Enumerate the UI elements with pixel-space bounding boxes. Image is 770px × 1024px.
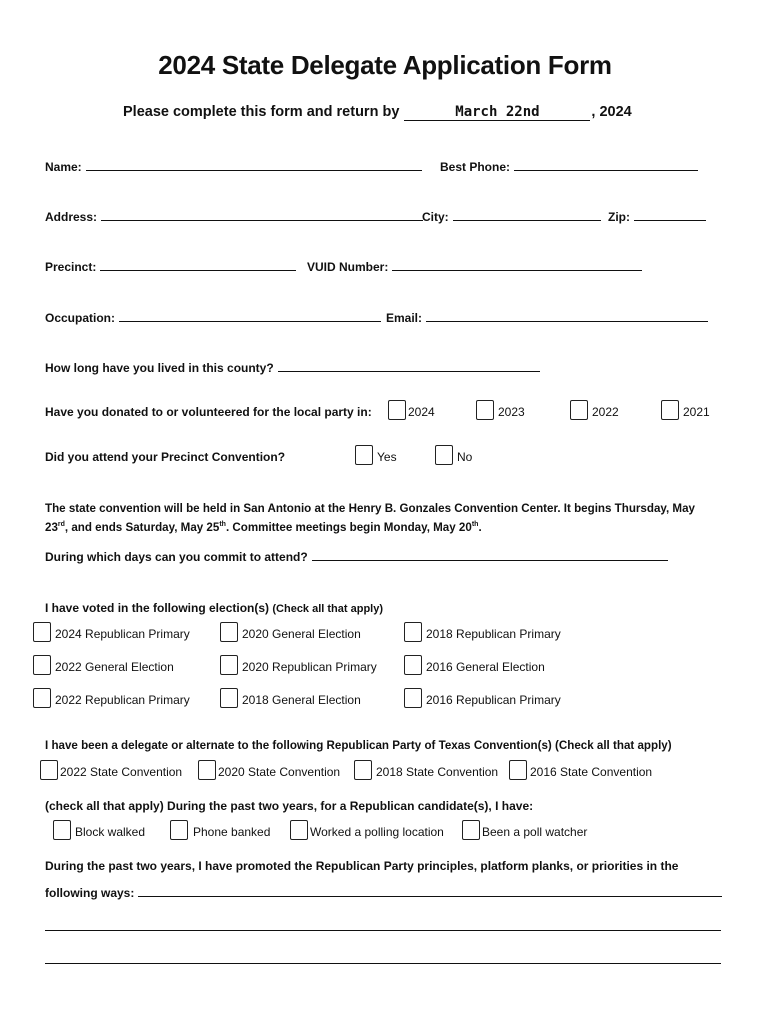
promoted-row (45, 885, 722, 900)
best-phone-field[interactable] (514, 159, 698, 171)
precinct-convention-yes-label: Yes (377, 450, 397, 464)
city-label: City: (422, 210, 449, 224)
zip-row (608, 209, 706, 224)
city-field[interactable] (453, 209, 601, 221)
county-years-label: How long have you lived in this county? (45, 361, 274, 375)
delegate-option-label: 2022 State Convention (60, 765, 183, 779)
occupation-row (45, 310, 381, 325)
phone-banked-checkbox[interactable] (170, 820, 188, 840)
convention-info-line1: The state convention will be held in San Antonio at the Henry B. Gonzales Convention Center. It begins Thursday, May (45, 502, 695, 515)
zip-label: Zip: (608, 210, 630, 224)
voted-option-label: 2024 Republican Primary (55, 627, 190, 641)
county-years-field[interactable] (278, 360, 540, 372)
delegate-2018-checkbox[interactable] (354, 760, 372, 780)
attend-days-label: During which days can you commit to attend? (45, 550, 308, 564)
return-date-field[interactable]: March 22nd (404, 105, 590, 121)
zip-field[interactable] (634, 209, 706, 221)
voted-option-label: 2022 Republican Primary (55, 693, 190, 707)
delegate-2016-checkbox[interactable] (509, 760, 527, 780)
block-walked-checkbox[interactable] (53, 820, 71, 840)
occupation-label: Occupation: (45, 311, 116, 325)
precinct-convention-no-label: No (457, 450, 473, 464)
voted-option-label: 2020 General Election (242, 627, 361, 641)
candidate-option-label: Block walked (75, 825, 146, 839)
precinct-row (45, 259, 296, 274)
donated-2024-label: 2024 (408, 405, 435, 419)
vuid-row (307, 259, 642, 274)
occupation-field[interactable] (119, 310, 381, 322)
delegate-option-label: 2016 State Convention (530, 765, 653, 779)
voted-heading: I have voted in the following election(s) (45, 601, 270, 615)
precinct-label: Precinct: (45, 260, 97, 274)
address-field[interactable] (101, 209, 423, 221)
candidate-option-label: Worked a polling location (310, 825, 444, 839)
delegate-2020-checkbox[interactable] (198, 760, 216, 780)
voted-heading-row (45, 601, 383, 615)
voted-2016-general-election-checkbox[interactable] (404, 655, 422, 675)
donated-2023-checkbox[interactable] (476, 400, 494, 420)
precinct-convention-question: Did you attend your Precinct Convention? (45, 450, 286, 464)
promoted-field-3[interactable] (45, 951, 721, 964)
donated-2022-checkbox[interactable] (570, 400, 588, 420)
voted-option-label: 2020 Republican Primary (242, 660, 377, 674)
email-row (386, 310, 708, 325)
city-row (422, 209, 601, 224)
donated-2021-checkbox[interactable] (661, 400, 679, 420)
email-label: Email: (386, 311, 423, 325)
voted-2018-general-election-checkbox[interactable] (220, 688, 238, 708)
voted-option-label: 2016 General Election (426, 660, 545, 674)
delegate-option-label: 2018 State Convention (376, 765, 499, 779)
form-subtitle (123, 104, 632, 121)
candidate-heading: (check all that apply) During the past two years, for a Republican candidate(s), I have: (45, 799, 534, 813)
voted-2022-general-election-checkbox[interactable] (33, 655, 51, 675)
page-title: 2024 State Delegate Application Form (158, 50, 612, 80)
candidate-option-label: Been a poll watcher (482, 825, 588, 839)
voted-2018-republican-primary-checkbox[interactable] (404, 622, 422, 642)
promoted-line1: During the past two years, I have promoted the Republican Party principles, platform planks, or priorities in the (45, 859, 679, 873)
address-label: Address: (45, 210, 98, 224)
attend-days-row (45, 549, 668, 564)
convention-info-line2: 23rd, and ends Saturday, May 25th. Committee meetings begin Monday, May 20th. (45, 521, 482, 534)
donated-2024-checkbox[interactable] (388, 400, 406, 420)
promoted-field-1[interactable] (138, 885, 722, 897)
name-field[interactable] (86, 159, 422, 171)
voted-option-label: 2016 Republican Primary (426, 693, 561, 707)
precinct-convention-yes-checkbox[interactable] (355, 445, 373, 465)
worked-polling-location-checkbox[interactable] (290, 820, 308, 840)
subtitle-suffix: , 2024 (591, 104, 632, 120)
county-row (45, 360, 540, 375)
donated-2023-label: 2023 (498, 405, 525, 419)
precinct-field[interactable] (100, 259, 296, 271)
name-label: Name: (45, 160, 82, 174)
donated-2022-label: 2022 (592, 405, 619, 419)
delegate-2022-checkbox[interactable] (40, 760, 58, 780)
attend-days-field[interactable] (312, 549, 668, 561)
voted-option-label: 2022 General Election (55, 660, 174, 674)
delegate-option-label: 2020 State Convention (218, 765, 341, 779)
donated-question: Have you donated to or volunteered for the local party in: (45, 405, 372, 419)
voted-2022-republican-primary-checkbox[interactable] (33, 688, 51, 708)
vuid-field[interactable] (392, 259, 642, 271)
voted-option-label: 2018 General Election (242, 693, 361, 707)
donated-2021-label: 2021 (683, 405, 710, 419)
name-row (45, 159, 422, 174)
precinct-convention-no-checkbox[interactable] (435, 445, 453, 465)
best-phone-label: Best Phone: (440, 160, 511, 174)
address-row (45, 209, 423, 224)
voted-option-label: 2018 Republican Primary (426, 627, 561, 641)
voted-2016-republican-primary-checkbox[interactable] (404, 688, 422, 708)
voted-2024-republican-primary-checkbox[interactable] (33, 622, 51, 642)
voted-2020-republican-primary-checkbox[interactable] (220, 655, 238, 675)
promoted-field-2[interactable] (45, 918, 721, 931)
promoted-label: following ways: (45, 886, 135, 900)
phone-row (440, 159, 698, 174)
subtitle-prefix: Please complete this form and return by (123, 104, 400, 120)
candidate-option-label: Phone banked (193, 825, 271, 839)
delegate-heading: I have been a delegate or alternate to the following Republican Party of Texas Convention(s) (Check all that apply) (45, 739, 672, 752)
poll-watcher-checkbox[interactable] (462, 820, 480, 840)
voted-2020-general-election-checkbox[interactable] (220, 622, 238, 642)
vuid-label: VUID Number: (307, 260, 389, 274)
voted-note: (Check all that apply) (272, 603, 384, 615)
email-field[interactable] (426, 310, 708, 322)
